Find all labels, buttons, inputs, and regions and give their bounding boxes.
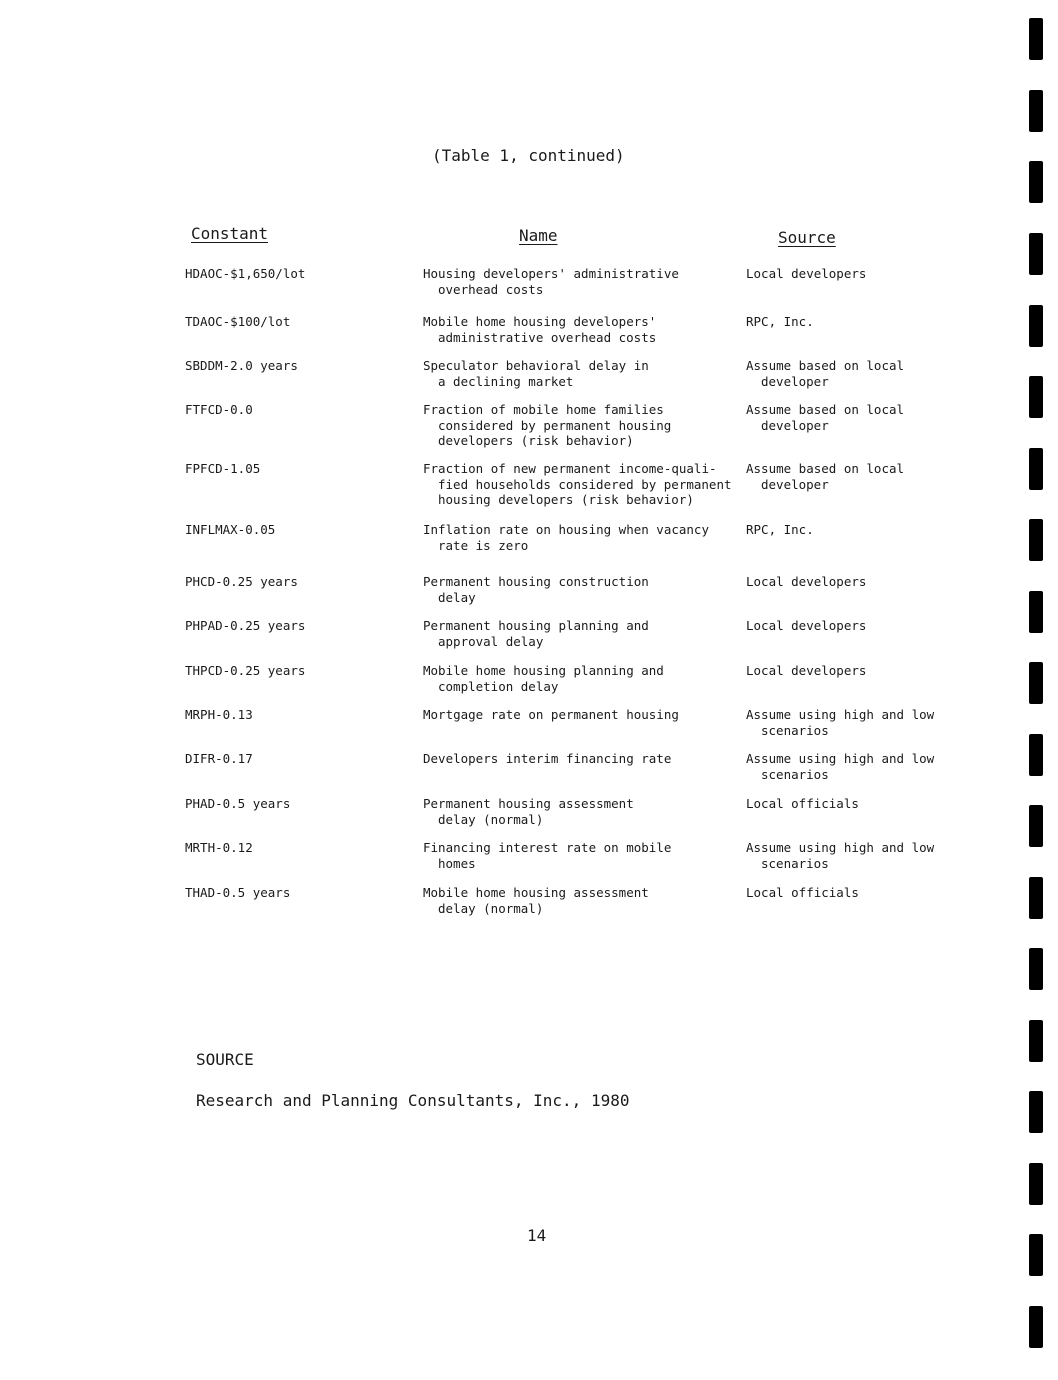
source-cell (746, 663, 866, 679)
name-line: Inflation rate on housing when vacancy (423, 522, 709, 537)
name-line: Permanent housing construction (423, 574, 649, 589)
source-citation: Research and Planning Consultants, Inc., 1980 (196, 1091, 630, 1110)
name-line: delay (normal) (438, 811, 544, 827)
name-cell (423, 266, 679, 297)
name-line: Fraction of mobile home families (423, 402, 664, 417)
name-line: Mobile home housing assessment (423, 885, 649, 900)
source-line: Local officials (746, 796, 859, 811)
constant-cell: PHPAD-0.25 years (185, 618, 306, 633)
constant-cell: THPCD-0.25 years (185, 663, 306, 678)
header-constant: Constant (191, 224, 269, 243)
source-line: developer (761, 417, 829, 433)
source-line: developer (761, 476, 829, 492)
source-line: Assume using high and low (746, 751, 935, 766)
source-cell (746, 618, 866, 634)
source-line: Assume using high and low (746, 707, 935, 722)
source-line: Local developers (746, 663, 867, 678)
source-line: Assume based on local (746, 461, 905, 476)
name-cell (423, 522, 709, 553)
name-line: administrative overhead costs (438, 329, 657, 345)
name-line: developers (risk behavior) (438, 433, 634, 448)
source-line: scenarios (761, 855, 829, 871)
name-cell (423, 402, 671, 449)
page-number: 14 (527, 1226, 547, 1245)
name-line: a declining market (438, 373, 574, 389)
name-line: fied households considered by permanent (438, 476, 732, 492)
constant-cell: PHAD-0.5 years (185, 796, 291, 811)
constant-cell: FPFCD-1.05 (185, 461, 261, 476)
source-line: Assume using high and low (746, 840, 935, 855)
source-cell (746, 266, 866, 282)
name-cell (423, 796, 634, 827)
name-line: considered by permanent housing (438, 417, 672, 433)
name-cell (423, 885, 649, 916)
source-line: RPC, Inc. (746, 522, 814, 537)
name-cell (423, 574, 649, 605)
source-cell (746, 885, 859, 901)
name-line: approval delay (438, 633, 544, 649)
name-line: delay (438, 589, 476, 605)
name-line: completion delay (438, 678, 559, 694)
name-line: Speculator behavioral delay in (423, 358, 649, 373)
constant-cell: FTFCD-0.0 (185, 402, 253, 417)
source-line: Local officials (746, 885, 859, 900)
name-cell (423, 840, 671, 871)
constant-cell: PHCD-0.25 years (185, 574, 298, 589)
name-line: overhead costs (438, 281, 544, 297)
source-cell (746, 707, 934, 738)
constant-cell: SBDDM-2.0 years (185, 358, 298, 373)
source-cell (746, 314, 814, 330)
source-label: SOURCE (196, 1050, 254, 1069)
name-line: Financing interest rate on mobile (423, 840, 672, 855)
source-line: scenarios (761, 766, 829, 782)
name-line: Housing developers' administrative (423, 266, 679, 281)
constant-cell: INFLMAX-0.05 (185, 522, 276, 537)
source-line: developer (761, 373, 829, 389)
source-cell (746, 574, 866, 590)
name-line: delay (normal) (438, 900, 544, 916)
source-cell (746, 796, 859, 812)
name-cell (423, 358, 649, 389)
constant-cell: MRTH-0.12 (185, 840, 253, 855)
name-cell (423, 618, 649, 649)
source-cell (746, 522, 814, 538)
name-line: Permanent housing assessment (423, 796, 634, 811)
source-line: Assume based on local (746, 402, 905, 417)
name-line: Mobile home housing developers' (423, 314, 657, 329)
source-line: Local developers (746, 618, 867, 633)
source-line: scenarios (761, 722, 829, 738)
table-caption: (Table 1, continued) (432, 146, 625, 165)
constant-cell: THAD-0.5 years (185, 885, 291, 900)
name-line: homes (438, 855, 476, 871)
source-cell (746, 751, 934, 782)
constant-cell: TDAOC-$100/lot (185, 314, 291, 329)
name-line: Mortgage rate on permanent housing (423, 707, 679, 722)
constant-cell: HDAOC-$1,650/lot (185, 266, 306, 281)
source-cell (746, 358, 904, 389)
name-line: housing developers (risk behavior) (438, 492, 694, 507)
name-line: Permanent housing planning and (423, 618, 649, 633)
header-source: Source (778, 228, 836, 247)
name-line: rate is zero (438, 537, 529, 553)
source-line: Local developers (746, 574, 867, 589)
constant-cell: DIFR-0.17 (185, 751, 253, 766)
source-cell (746, 461, 904, 492)
constant-cell: MRPH-0.13 (185, 707, 253, 722)
source-line: Assume based on local (746, 358, 905, 373)
source-cell (746, 840, 934, 871)
source-line: RPC, Inc. (746, 314, 814, 329)
source-cell (746, 402, 904, 433)
source-line: Local developers (746, 266, 867, 281)
name-cell (423, 461, 732, 508)
name-line: Mobile home housing planning and (423, 663, 664, 678)
header-name: Name (519, 226, 558, 245)
name-line: Developers interim financing rate (423, 751, 672, 766)
name-cell (423, 663, 664, 694)
name-cell (423, 751, 671, 767)
name-cell (423, 314, 656, 345)
name-cell (423, 707, 679, 723)
name-line: Fraction of new permanent income-quali- (423, 461, 717, 476)
